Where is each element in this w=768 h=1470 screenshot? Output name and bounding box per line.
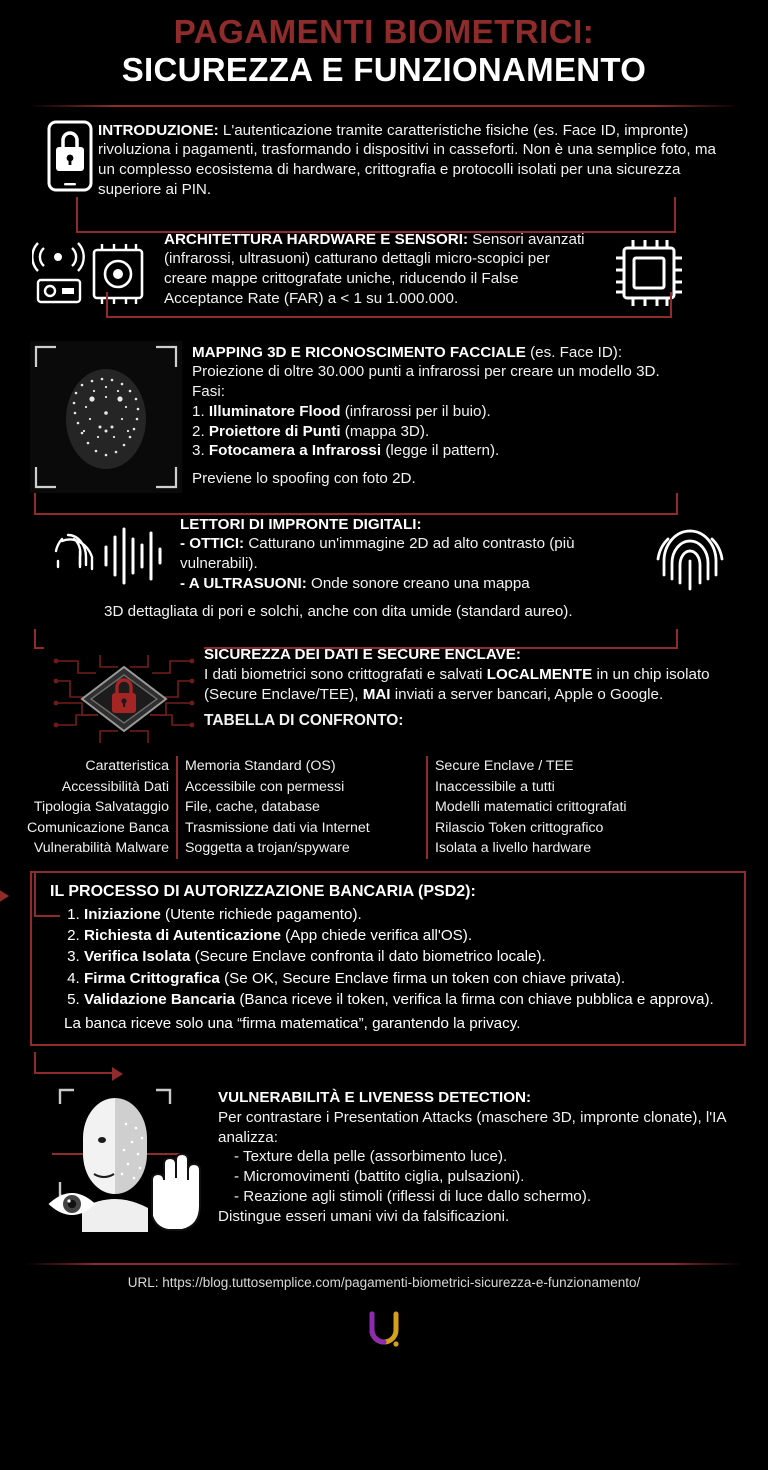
arrow-psd2-icon xyxy=(0,889,9,903)
enclave-body xyxy=(204,665,732,705)
table-cell-r0c1: Memoria Standard (OS) xyxy=(177,756,427,776)
liveness-label: VULNERABILITÀ E LIVENESS DETECTION: xyxy=(218,1089,532,1107)
comparison-table xyxy=(20,756,748,858)
psd2-step-4-name: Firma Crittografica xyxy=(84,969,220,987)
fingerprint-icon xyxy=(644,513,748,604)
phase-1-desc: (infrarossi per il buio). xyxy=(340,402,491,420)
liveness-text xyxy=(218,1078,748,1226)
fingerprint-waveform-icon xyxy=(20,513,168,596)
psd2-step-1 xyxy=(84,905,730,925)
psd2-step-2-desc: (App chiede verifica all'OS). xyxy=(280,926,473,944)
psd2-step-1-name: Iniziazione xyxy=(84,905,161,923)
mapping-label: MAPPING 3D E RICONOSCIMENTO FACCIALE xyxy=(192,343,526,361)
mapping-phases-label: Fasi: xyxy=(192,383,225,401)
ultrasuoni-body: Onde sonore creano una mappa xyxy=(306,574,530,592)
hand-icon xyxy=(152,1154,200,1230)
mapping-phase-3 xyxy=(192,441,732,461)
mapping-phase-1 xyxy=(192,402,732,422)
table-cell-r2c0: Tipologia Salvataggio xyxy=(20,797,177,817)
liveness-body: Per contrastare i Presentation Attacks (maschere 3D, impronte clonate), l'IA analizza: xyxy=(218,1108,726,1146)
table-cell-r1c2: Inaccessibile a tutti xyxy=(434,778,555,795)
section-secure-enclave xyxy=(0,627,768,864)
chip-lock-icon xyxy=(20,643,192,756)
table-cell-r3c2: Rilascio Token crittografico xyxy=(434,819,604,836)
section-introduzione xyxy=(0,107,768,206)
liveness-note: Distingue esseri umani vivi da falsificazioni. xyxy=(218,1207,510,1225)
page-title xyxy=(0,0,768,95)
ottici-body: Catturano un'immagine 2D ad alto contrasto (più vulnerabili). xyxy=(180,535,575,573)
liveness-figure-group xyxy=(20,1078,206,1243)
introduzione-label: INTRODUZIONE: xyxy=(98,121,219,139)
phase-1-number: 1. xyxy=(192,402,205,420)
table-cell-r3c1: Trasmissione dati via Internet xyxy=(177,818,427,838)
table-row xyxy=(20,797,748,817)
ultrasuoni-label: - A ULTRASUONI: xyxy=(180,574,307,592)
enclave-label: SICUREZZA DEI DATI E SECURE ENCLAVE: xyxy=(204,646,521,664)
phase-3-number: 3. xyxy=(192,442,205,460)
table-row xyxy=(20,777,748,797)
psd2-step-2-name: Richiesta di Autenticazione xyxy=(84,926,281,944)
lettori-ottici xyxy=(180,534,632,574)
lettori-ultrasuoni xyxy=(180,574,632,594)
liveness-item-3: - Reazione agli stimoli (riflessi di luce dallo schermo). xyxy=(234,1187,592,1205)
tabella-confronto-title: TABELLA DI CONFRONTO: xyxy=(204,711,404,729)
psd2-step-4-desc: (Se OK, Secure Enclave firma un token con chiave privata). xyxy=(219,969,626,987)
mapping-phase-2 xyxy=(192,422,732,442)
psd2-step-1-desc: (Utente richiede pagamento). xyxy=(160,905,362,923)
logo-area xyxy=(0,1296,768,1368)
phase-1-name: Illuminatore Flood xyxy=(208,402,341,420)
enclave-body-2: in un chip isolato (Secure Enclave/TEE), xyxy=(204,666,710,703)
table-cell-r0c2: Secure Enclave / TEE xyxy=(434,758,574,775)
mapping-text xyxy=(192,341,748,489)
psd2-step-5-name: Validazione Bancaria xyxy=(84,991,236,1009)
table-cell-r1c0: Accessibilità Dati xyxy=(20,777,177,797)
phase-2-name: Proiettore di Punti xyxy=(208,422,341,440)
title-line-1: PAGAMENTI BIOMETRICI: xyxy=(173,13,595,50)
section-architettura-hardware xyxy=(0,206,768,325)
section-processo-psd2 xyxy=(30,871,746,1047)
mapping-line1: Proiezione di oltre 30.000 punti a infrarossi per creare un modello 3D. xyxy=(192,363,660,381)
lettori-text xyxy=(180,513,632,594)
section-liveness-detection xyxy=(0,1076,768,1249)
phase-3-desc: (legge il pattern). xyxy=(381,442,500,460)
chip-icon xyxy=(606,228,698,319)
title-line-2: SICUREZZA E FUNZIONAMENTO xyxy=(121,50,647,88)
psd2-step-4 xyxy=(84,969,730,989)
enclave-strong-mai: MAI xyxy=(362,685,391,703)
psd2-step-5-desc: (Banca riceve il token, verifica la firma con chiave pubblica e approva). xyxy=(235,991,714,1009)
table-cell-r4c1: Soggetta a trojan/spyware xyxy=(177,838,427,858)
architettura-text xyxy=(164,228,594,309)
mapping-note: Previene lo spoofing con foto 2D. xyxy=(192,470,416,488)
section-mapping-3d xyxy=(0,325,768,497)
half-face-mask-icon xyxy=(82,1098,148,1232)
psd2-steps-list xyxy=(50,905,730,1011)
table-cell-r2c2: Modelli matematici crittografati xyxy=(434,799,627,816)
psd2-step-5 xyxy=(84,990,730,1010)
connector-psd2-liveness xyxy=(34,1052,120,1074)
u-logo-icon xyxy=(367,1310,401,1350)
enclave-strong-localmente: LOCALMENTE xyxy=(486,666,593,684)
mapping-heading xyxy=(192,343,732,363)
phase-3-name: Fotocamera a Infrarossi xyxy=(208,442,382,460)
architettura-label: ARCHITETTURA HARDWARE E SENSORI: xyxy=(164,230,469,248)
psd2-step-2 xyxy=(84,926,730,946)
section-lettori-impronte xyxy=(0,497,768,628)
table-cell-r4c2: Isolata a livello hardware xyxy=(434,840,592,857)
enclave-body-3: inviati a server bancari, Apple o Google. xyxy=(390,685,664,703)
introduzione-body: L'autenticazione tramite caratteristiche fisiche (es. Face ID, impronte) rivoluziona i pagamenti, trasformando i dispositivi in casseforti. Non è una semplice foto, ma un complesso ecosistema di hardware, crittografia e protocolli isolati per una sicurezza superiore ai PIN. xyxy=(98,121,716,198)
table-cell-r1c1: Accessibile con permessi xyxy=(177,777,427,797)
liveness-item-2: - Micromovimenti (battito ciglia, pulsazioni). xyxy=(234,1168,525,1186)
liveness-item-1: - Texture della pelle (assorbimento luce). xyxy=(234,1148,508,1166)
connector-psd2-liveness-wrap xyxy=(0,1050,768,1076)
sensor-waves-icon xyxy=(20,228,152,313)
psd2-step-3-name: Verifica Isolata xyxy=(84,948,191,966)
enclave-text xyxy=(204,643,748,733)
lettori-ultrasuoni-cont: 3D dettagliata di pori e solchi, anche con dita umide (standard aureo). xyxy=(104,602,573,620)
table-cell-r3c0: Comunicazione Banca xyxy=(20,818,177,838)
table-row xyxy=(20,818,748,838)
table-row xyxy=(20,756,748,776)
smartphone-lock-icon xyxy=(20,117,86,198)
phase-2-desc: (mappa 3D). xyxy=(340,422,430,440)
lettori-label: LETTORI DI IMPRONTE DIGITALI: xyxy=(180,515,422,533)
phase-2-number: 2. xyxy=(192,422,205,440)
architettura-body: Sensori avanzati (infrarossi, ultrasuoni) catturano dettagli micro-scopici per creare mappe crittografate uniche, riducendo il False Acceptance Rate (FAR) a < 1 su 1.000.000. xyxy=(164,230,585,307)
enclave-body-1: I dati biometrici sono crittografati e salvati xyxy=(204,666,487,684)
mapping-label-suffix: (es. Face ID): xyxy=(525,343,623,361)
face-dot-mesh-icon xyxy=(30,341,180,491)
table-cell-r2c1: File, cache, database xyxy=(177,797,427,817)
psd2-note: La banca riceve solo una “firma matematica”, garantendo la privacy. xyxy=(64,1015,521,1033)
table-cell-r4c0: Vulnerabilità Malware xyxy=(20,838,177,858)
psd2-step-3-desc: (Secure Enclave confronta il dato biometrico locale). xyxy=(190,948,546,966)
ottici-label: - OTTICI: xyxy=(180,535,245,553)
introduzione-text xyxy=(98,117,748,200)
table-cell-r0c0: Caratteristica xyxy=(20,756,177,776)
footer-url[interactable]: URL: https://blog.tuttosemplice.com/pagamenti-biometrici-sicurezza-e-funzionamento/ xyxy=(127,1275,641,1291)
psd2-label: IL PROCESSO DI AUTORIZZAZIONE BANCARIA (PSD2): xyxy=(50,882,476,900)
psd2-step-3 xyxy=(84,947,730,967)
table-row xyxy=(20,838,748,858)
